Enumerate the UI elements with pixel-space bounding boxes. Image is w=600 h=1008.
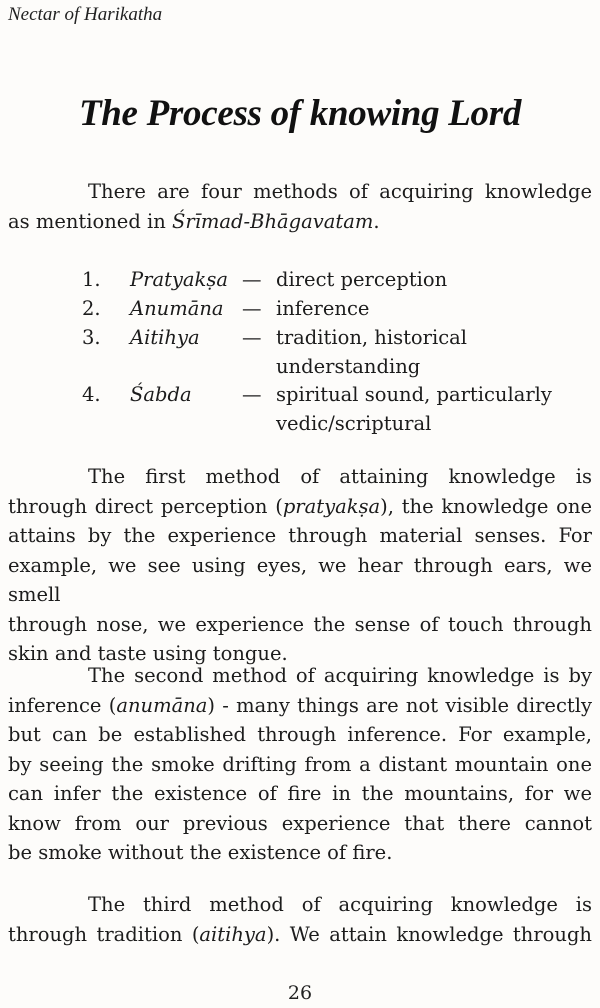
text-line: example, we see using eyes, we hear through ears, we smell [8,553,592,606]
text-line: attains by the experience through material senses. For [8,524,592,547]
text-line: The third method of acquiring knowledge is [88,893,592,916]
method-number: 3. [82,326,101,349]
text-line: skin and taste using tongue. [8,642,288,665]
method-dash: — [242,326,262,349]
method-description-continued: understanding [276,355,421,378]
body-paragraph-3 [8,890,592,949]
text-line: through direct perception (pratyakṣa), the knowledge one [8,494,592,518]
text-line: but can be established through inference. For example, [8,723,592,746]
text-line: be smoke without the existence of fire. [8,841,393,864]
text-line: through tradition (aitihya). We attain knowledge through [8,922,592,946]
method-number: 1. [82,268,101,291]
text-line: can infer the existence of fire in the mountains, for we [8,782,592,805]
running-head: Nectar of Harikatha [8,4,163,25]
method-description: inference [276,297,370,320]
method-description: spiritual sound, particularly [276,383,552,406]
method-dash: — [242,268,262,291]
body-paragraph-1 [8,462,592,669]
method-name: Śabda [130,383,192,406]
method-description: tradition, historical [276,326,467,349]
text-line: The second method of acquiring knowledge is by [88,664,592,687]
text-line: through nose, we experience the sense of touch through [8,612,592,636]
method-number: 2. [82,297,101,320]
method-number: 4. [82,383,101,406]
text-line: know from our previous experience that there cannot [8,811,592,835]
page-number: 26 [287,982,313,1004]
body-paragraph-2 [8,661,592,868]
work-title: Śrīmad-Bhāgavatam [172,209,374,233]
intro-paragraph [8,177,592,236]
method-description: direct perception [276,268,448,291]
intro-line-1: There are four methods of acquiring knowledge [88,180,592,203]
method-dash: — [242,297,262,320]
text-line: The first method of attaining knowledge is [88,465,592,488]
method-name: Aitihya [130,326,200,349]
method-name: Anumāna [130,297,224,320]
intro-line-2: as mentioned in Śrīmad-Bhāgavatam. [8,209,380,233]
text-line: inference (anumāna) - many things are not visible directly [8,693,592,717]
method-dash: — [242,383,262,406]
text-line: by seeing the smoke drifting from a distant mountain one [8,752,592,776]
method-description-continued: vedic/scriptural [276,412,432,435]
method-name: Pratyakṣa [130,268,228,291]
chapter-title: The Process of knowing Lord [78,93,522,134]
